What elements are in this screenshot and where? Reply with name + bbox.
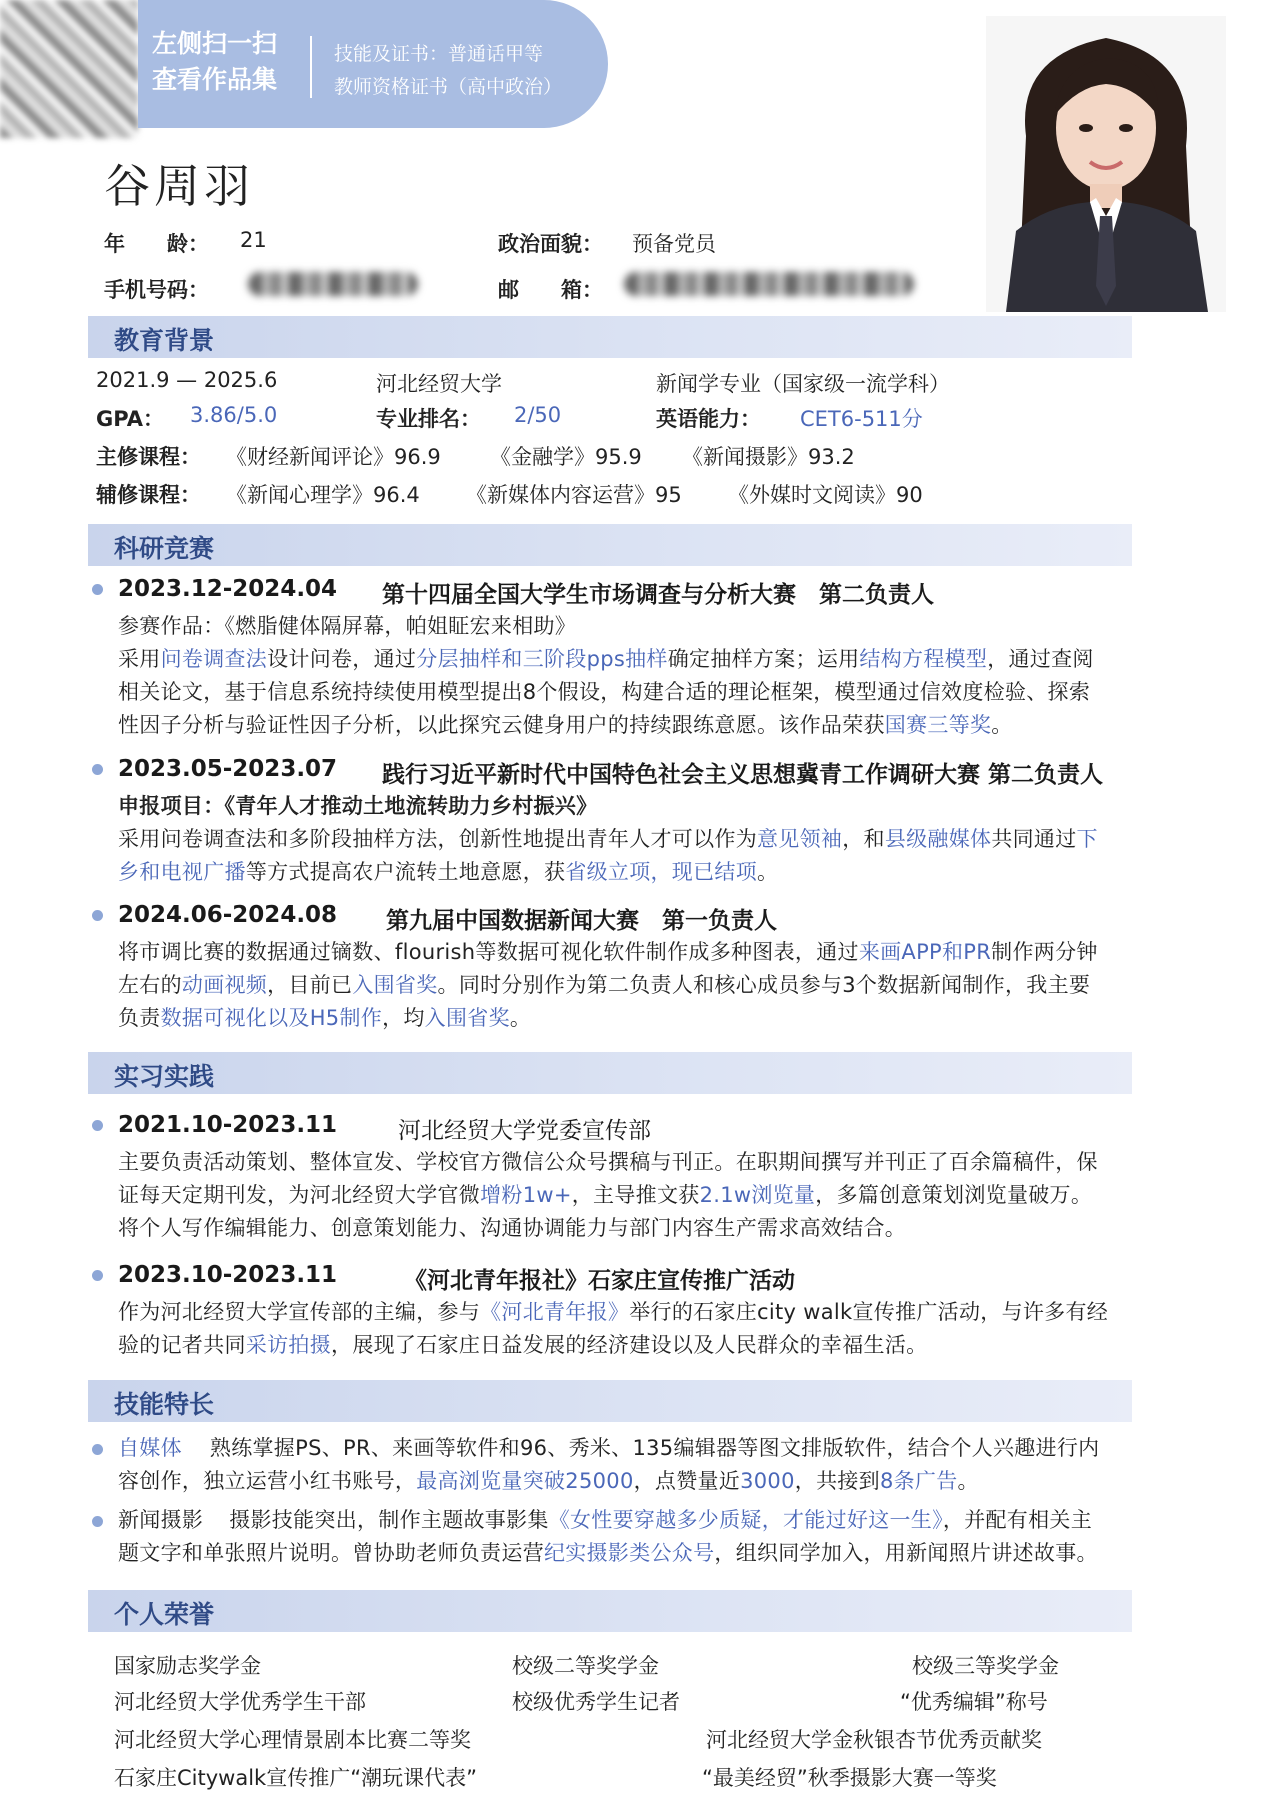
text: ，主导推文获 (571, 1183, 700, 1207)
text: 作为河北经贸大学宣传部的主编，参与 (118, 1300, 481, 1324)
skill-line (118, 1504, 1098, 1537)
honor-item: 河北经贸大学心理情景剧本比赛二等奖 (114, 1728, 471, 1752)
highlight: 来画APP和PR (858, 940, 992, 964)
internship-period: 2021.10-2023.11 (118, 1112, 338, 1138)
text: ，点赞量近 (633, 1469, 741, 1493)
edu-school: 河北经贸大学 (376, 372, 502, 396)
rank-label: 专业排名： (376, 407, 481, 431)
text: ，共接到 (794, 1469, 880, 1493)
phone-label: 手机号码： (104, 278, 209, 302)
section-internship-title: 实习实践 (114, 1062, 215, 1091)
skill-item (118, 1504, 1098, 1570)
highlight: 纪实摄影类公众号 (544, 1541, 715, 1565)
text: ，通过查阅 (987, 647, 1094, 671)
qr-code-blurred (0, 0, 138, 138)
research-description (118, 936, 1098, 1035)
highlight: 入围省奖 (424, 1006, 510, 1030)
research-line (118, 936, 1098, 969)
highlight: 2.1w浏览量 (699, 1183, 816, 1207)
certificates (334, 38, 604, 104)
skill-tag: 自媒体 (118, 1436, 182, 1460)
text: 容创作，独立运营小红书账号， (118, 1469, 417, 1493)
research-period: 2024.06-2024.08 (118, 902, 338, 928)
research-sub: 申报项目：《青年人才推动土地流转助力乡村振兴》 (118, 794, 598, 818)
gpa-label: GPA： (96, 407, 164, 431)
text: 设计问卷，通过 (267, 647, 417, 671)
research-line: 相关论文，基于信息系统持续使用模型提出8个假设，构建合适的理论框架，模型通过信效度检验、探索 (118, 680, 1091, 704)
section-education (88, 316, 1132, 358)
section-education-title: 教育背景 (114, 326, 215, 355)
highlight: 增粉1w+ (480, 1183, 572, 1207)
major-courses-label: 主修课程： (96, 445, 201, 469)
top-banner (138, 0, 608, 128)
text: 性因子分析与验证性因子分析，以此探究云健身用户的持续跟练意愿。该作品荣获 (118, 713, 885, 737)
highlight: 数据可视化以及H5制作 (160, 1006, 383, 1030)
honor-item: 河北经贸大学金秋银杏节优秀贡献奖 (706, 1728, 1042, 1752)
highlight: 乡和电视广播 (118, 860, 246, 884)
research-title: 践行习近平新时代中国特色社会主义思想冀青工作调研大赛 第二负责人 (382, 762, 1104, 788)
politics-label: 政治面貌： (498, 232, 603, 256)
highlight: 县级融媒体 (884, 827, 992, 851)
internship-line: 主要负责活动策划、整体宣发、学校官方微信公众号撰稿与刊正。在职期间撰写并刊正了百余篇稿件，保 (118, 1150, 1098, 1174)
text: 。 (509, 1006, 532, 1030)
internship-title: 《河北青年报社》石家庄宣传推广活动 (404, 1268, 795, 1294)
highlight: 省级立项，现已结项 (565, 860, 758, 884)
research-title: 第九届中国数据新闻大赛 第一负责人 (386, 908, 777, 934)
edu-major: 新闻学专业（国家级一流学科） (656, 372, 950, 396)
cert-line-2: 教师资格证书（高中政治） (334, 76, 563, 98)
text: 共同通过 (991, 827, 1077, 851)
edu-period: 2021.9 — 2025.6 (96, 368, 278, 392)
major-course: 《金融学》95.9 (490, 445, 642, 469)
internship-title: 河北经贸大学党委宣传部 (398, 1118, 651, 1144)
research-title: 第十四届全国大学生市场调查与分析大赛 第二负责人 (382, 582, 934, 608)
text: 确定抽样方案；运用 (667, 647, 860, 671)
major-course: 《财经新闻评论》96.9 (226, 445, 441, 469)
highlight: 结构方程模型 (859, 647, 988, 671)
highlight: 分层抽样和三阶段pps抽样 (416, 647, 668, 671)
politics-value: 预备党员 (632, 232, 716, 256)
text: 将市调比赛的数据通过镝数、flourish等数据可视化软件制作成多种图表，通过 (118, 940, 859, 964)
honor-item: “优秀编辑”称号 (900, 1690, 1048, 1714)
text: 证每天定期刊发，为河北经贸大学官微 (118, 1183, 481, 1207)
text: ，均 (382, 1006, 425, 1030)
research-line (118, 856, 1098, 889)
bullet-dot (92, 910, 103, 921)
text: 采用问卷调查法和多阶段抽样方法，创新性地提出青年人才可以作为 (118, 827, 757, 851)
highlight: 国赛三等奖 (884, 713, 992, 737)
text: ，目前已 (267, 973, 353, 997)
gpa-value: 3.86/5.0 (190, 403, 278, 427)
highlight: 入围省奖 (352, 973, 438, 997)
rank-value: 2/50 (514, 403, 562, 427)
honor-item: “最美经贸”秋季摄影大赛一等奖 (702, 1766, 997, 1790)
honor-item: 校级三等奖学金 (912, 1654, 1059, 1678)
section-honors-title: 个人荣誉 (114, 1600, 215, 1629)
text: 摄影技能突出，制作主题故事影集 (229, 1508, 549, 1532)
scan-line-1: 左侧扫一扫 (152, 29, 278, 58)
bullet-dot (92, 1444, 103, 1455)
internship-description (118, 1296, 1108, 1362)
text: 熟练掌握PS、PR、来画等软件和96、秀米、135编辑器等图文排版软件，结合个人兴趣进行内 (209, 1436, 1100, 1460)
text: 举行的石家庄city walk宣传推广活动，与许多有经 (629, 1300, 1109, 1324)
section-research-title: 科研竞赛 (114, 534, 215, 563)
text: 采用 (118, 647, 161, 671)
banner-divider (310, 36, 312, 98)
minor-courses-label: 辅修课程： (96, 483, 201, 507)
minor-course: 《新媒体内容运营》95 (466, 483, 682, 507)
text: ，多篇创意策划浏览量破万。 (815, 1183, 1093, 1207)
research-description (118, 790, 1098, 889)
honor-item: 国家励志奖学金 (114, 1654, 261, 1678)
research-line (118, 823, 1098, 856)
minor-course: 《新闻心理学》96.4 (226, 483, 420, 507)
research-line (118, 969, 1098, 1002)
highlight: 意见领袖 (757, 827, 843, 851)
major-course: 《新闻摄影》93.2 (682, 445, 855, 469)
scan-prompt (152, 26, 292, 98)
english-value: CET6-511分 (800, 407, 923, 431)
text: 。 (991, 713, 1013, 737)
text: 负责 (118, 1006, 161, 1030)
research-line (118, 1002, 1098, 1035)
text: 制作两分钟 (991, 940, 1098, 964)
bullet-dot (92, 1120, 103, 1131)
bullet-dot (92, 764, 103, 775)
minor-course: 《外媒时文阅读》90 (728, 483, 923, 507)
highlight: 3000 (740, 1469, 795, 1493)
research-line (118, 709, 1094, 742)
text: ，组织同学加入，用新闻照片讲述故事。 (714, 1541, 1098, 1565)
text: 左右的 (118, 973, 182, 997)
internship-period: 2023.10-2023.11 (118, 1262, 338, 1288)
section-research (88, 524, 1132, 566)
skill-tag: 新闻摄影 (118, 1508, 204, 1532)
candidate-name: 谷周羽 (104, 159, 254, 213)
text: 。 (957, 1469, 979, 1493)
internship-line: 将个人写作编辑能力、创意策划能力、沟通协调能力与部门内容生产需求高效结合。 (118, 1216, 907, 1240)
age-value: 21 (240, 228, 267, 252)
cert-line-1: 技能及证书：普通话甲等 (334, 43, 544, 65)
text: ，展现了石家庄日益发展的经济建设以及人民群众的幸福生活。 (331, 1333, 928, 1357)
honor-item: 校级二等奖学金 (512, 1654, 659, 1678)
highlight: 下 (1076, 827, 1098, 851)
internship-line (118, 1296, 1108, 1329)
section-skills (88, 1380, 1132, 1422)
phone-redacted (248, 272, 418, 296)
highlight: 8条广告 (879, 1469, 958, 1493)
skill-line (118, 1465, 1099, 1498)
internship-description (118, 1146, 1098, 1245)
section-internship (88, 1052, 1132, 1094)
scan-line-2: 查看作品集 (152, 65, 278, 94)
bullet-dot (92, 1516, 103, 1527)
highlight: 问卷调查法 (160, 647, 268, 671)
text: 题文字和单张照片说明。曾协助老师负责运营 (118, 1541, 544, 1565)
text: 等方式提高农户流转土地意愿，获 (245, 860, 566, 884)
honor-item: 校级优秀学生记者 (512, 1690, 680, 1714)
english-label: 英语能力： (656, 407, 761, 431)
highlight: 《河北青年报》 (480, 1300, 630, 1324)
text: ，和 (842, 827, 885, 851)
honor-item: 河北经贸大学优秀学生干部 (114, 1690, 366, 1714)
skill-line (118, 1537, 1098, 1570)
text: 。 (757, 860, 779, 884)
internship-line (118, 1179, 1098, 1212)
text: 。同时分别作为第二负责人和核心成员参与3个数据新闻制作，我主要 (437, 973, 1091, 997)
email-redacted (624, 272, 914, 296)
research-sub: 参赛作品：《燃脂健体隔屏幕，帕姐眐宏来相助》 (118, 614, 577, 638)
text: ，并配有相关主 (942, 1508, 1093, 1532)
skill-line (118, 1432, 1099, 1465)
profile-photo (986, 16, 1226, 312)
section-skills-title: 技能特长 (114, 1390, 215, 1419)
section-honors (88, 1590, 1132, 1632)
honor-item: 石家庄Citywalk宣传推广“潮玩课代表” (114, 1766, 477, 1790)
text: 验的记者共同 (118, 1333, 246, 1357)
bullet-dot (92, 1270, 103, 1281)
age-label: 年 龄： (104, 232, 209, 256)
research-period: 2023.05-2023.07 (118, 756, 338, 782)
highlight: 《女性要穿越多少质疑，才能过好这一生》 (548, 1508, 943, 1532)
email-label: 邮 箱： (498, 278, 603, 302)
skill-item (118, 1432, 1099, 1498)
research-period: 2023.12-2024.04 (118, 576, 338, 602)
bullet-dot (92, 584, 103, 595)
research-description (118, 610, 1094, 742)
internship-line (118, 1329, 1108, 1362)
research-line (118, 643, 1094, 676)
highlight: 动画视频 (181, 973, 268, 997)
highlight: 最高浏览量突破25000 (416, 1469, 634, 1493)
highlight: 采访拍摄 (245, 1333, 332, 1357)
